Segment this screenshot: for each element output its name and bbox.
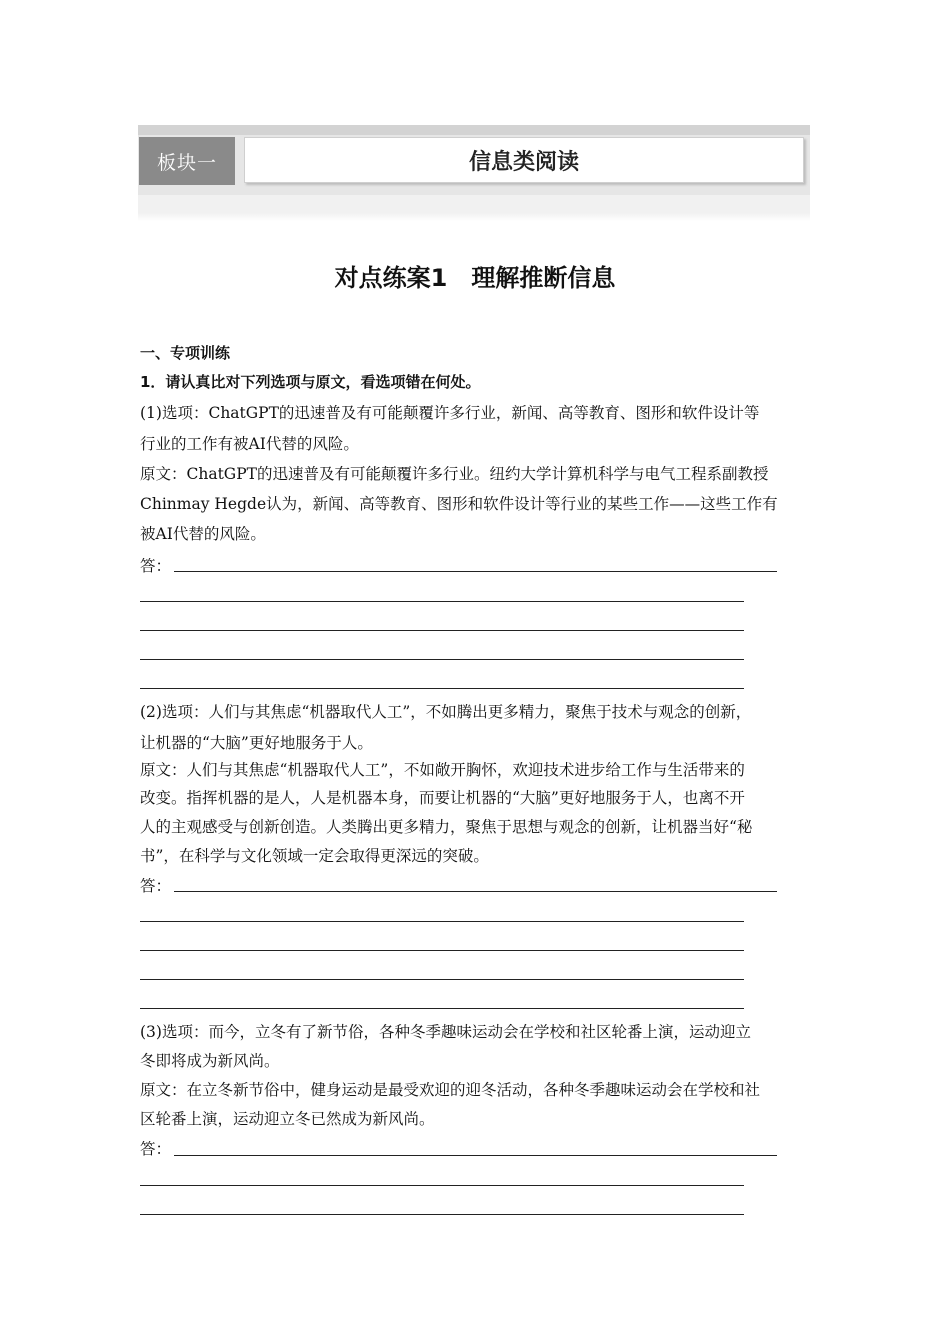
item2-answer-field[interactable] xyxy=(174,891,777,892)
item3-option-line2: 冬即将成为新风尚。 xyxy=(140,1052,280,1070)
item2-original-line1: 原文：人们与其焦虑“机器取代人工”，不如敞开胸怀，欢迎技术进步给工作与生活带来的 xyxy=(140,761,745,779)
item2-original-line2: 改变。指挥机器的是人，人是机器本身，而要让机器的“大脑”更好地服务于人，也离不开 xyxy=(140,789,745,807)
section-badge: 板块一 xyxy=(139,137,235,185)
page-title: 对点练案1 理解推断信息 xyxy=(334,264,616,292)
section-heading: 一、专项训练 xyxy=(140,344,231,362)
item1-answer-line[interactable] xyxy=(140,630,744,631)
item1-answer-field[interactable] xyxy=(174,571,777,572)
question-prompt: 1．请认真比对下列选项与原文，看选项错在何处。 xyxy=(140,373,481,391)
item1-option-line2: 行业的工作有被AI代替的风险。 xyxy=(140,435,359,453)
item1-answer-line[interactable] xyxy=(140,601,744,602)
item3-answer-field[interactable] xyxy=(174,1155,777,1156)
item3-answer-line[interactable] xyxy=(140,1185,744,1186)
item2-original-line3: 人的主观感受与创新创造。人类腾出更多精力，聚焦于思想与观念的创新，让机器当好“秘 xyxy=(140,818,753,836)
item1-original-line3: 被AI代替的风险。 xyxy=(140,525,266,543)
item2-answer-line[interactable] xyxy=(140,921,744,922)
item1-answer-line[interactable] xyxy=(140,659,744,660)
item1-answer-line[interactable] xyxy=(140,688,744,689)
item1-original-line1: 原文：ChatGPT的迅速普及有可能颠覆许多行业。纽约大学计算机科学与电气工程系副教授 xyxy=(140,465,769,483)
item2-answer-line[interactable] xyxy=(140,950,744,951)
item2-option-line1: (2)选项：人们与其焦虑“机器取代人工”，不如腾出更多精力，聚焦于技术与观念的创新， xyxy=(140,703,752,721)
section-title: 信息类阅读 xyxy=(244,137,804,183)
item3-option-line1: (3)选项：而今，立冬有了新节俗，各种冬季趣味运动会在学校和社区轮番上演，运动迎立 xyxy=(140,1023,751,1041)
item1-option-line1: (1)选项：ChatGPT的迅速普及有可能颠覆许多行业，新闻、高等教育、图形和软件设计等 xyxy=(140,404,760,422)
item3-original-line2: 区轮番上演，运动迎立冬已然成为新风尚。 xyxy=(140,1110,435,1128)
item3-original-line1: 原文：在立冬新节俗中，健身运动是最受欢迎的迎冬活动，各种冬季趣味运动会在学校和社 xyxy=(140,1081,761,1099)
item3-answer-line[interactable] xyxy=(140,1214,744,1215)
item2-answer-line[interactable] xyxy=(140,1008,744,1009)
item2-answer-label: 答： xyxy=(140,877,172,895)
section-banner xyxy=(138,125,810,221)
item2-original-line4: 书”，在科学与文化领域一定会取得更深远的突破。 xyxy=(140,847,489,865)
item2-option-line2: 让机器的“大脑”更好地服务于人。 xyxy=(140,734,373,752)
item3-answer-label: 答： xyxy=(140,1140,172,1158)
item1-answer-label: 答： xyxy=(140,557,172,575)
item2-answer-line[interactable] xyxy=(140,979,744,980)
item1-original-line2: Chinmay Hegde认为，新闻、高等教育、图形和软件设计等行业的某些工作——这些工作有 xyxy=(140,495,778,513)
